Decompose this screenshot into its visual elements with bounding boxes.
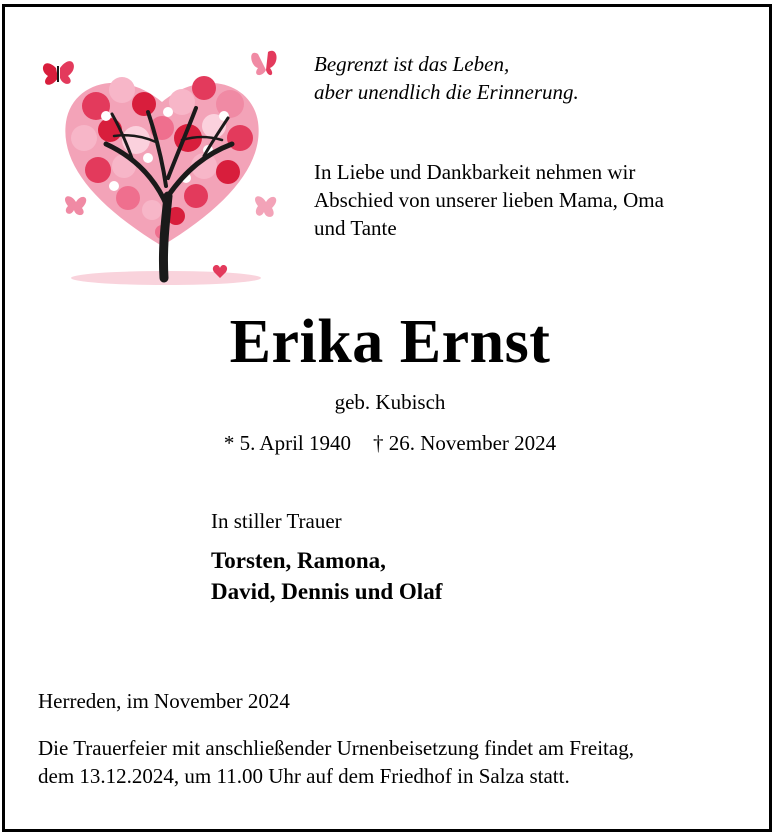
mourning-label: In stiller Trauer (211, 509, 342, 533)
mourners-line: David, Dennis und Olaf (211, 579, 443, 604)
butterfly-icon (65, 196, 86, 215)
place-date: Herreden, im November 2024 (38, 689, 290, 713)
quote-line: Begrenzt ist das Leben, (314, 52, 510, 76)
heart-tree-svg (36, 46, 288, 290)
farewell-line: und Tante (314, 216, 397, 240)
birth-name: geb. Kubisch (334, 390, 446, 414)
deceased-name: Erika Ernst (229, 308, 551, 376)
quote-line: aber unendlich die Erinnerung. (314, 80, 579, 104)
life-dates (0, 429, 780, 457)
notice-line: Die Trauerfeier mit anschließender Urnenbeisetzung findet am Freitag, (38, 736, 634, 760)
mourners-list (211, 545, 442, 607)
farewell-text (314, 158, 734, 242)
farewell-line: In Liebe und Dankbarkeit nehmen wir (314, 160, 636, 184)
butterfly-icon (251, 51, 276, 75)
butterfly-icon (43, 61, 74, 85)
funeral-notice (38, 734, 758, 790)
butterfly-icon (255, 196, 276, 217)
death-date: † 26. November 2024 (373, 431, 557, 455)
notice-line: dem 13.12.2024, um 11.00 Uhr auf dem Friedhof in Salza statt. (38, 764, 570, 788)
farewell-line: Abschied von unserer lieben Mama, Oma (314, 188, 664, 212)
birth-date: * 5. April 1940 (223, 431, 352, 455)
mourners-line: Torsten, Ramona, (211, 548, 386, 573)
heart-tree-icon (36, 46, 288, 290)
memorial-quote (314, 50, 579, 106)
